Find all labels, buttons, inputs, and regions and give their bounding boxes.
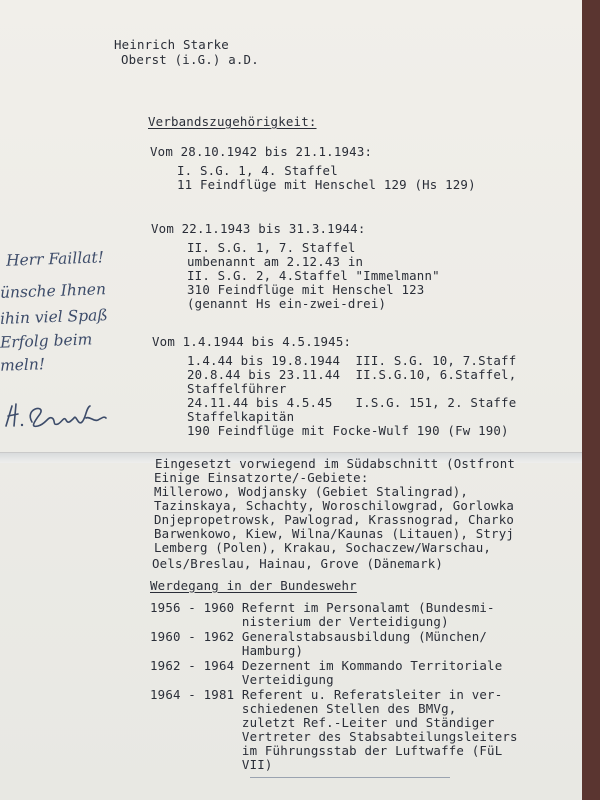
handwritten-line: ünsche Ihnen [0, 280, 107, 302]
career-line: Hamburg) [150, 643, 304, 658]
period-line: 11 Feindflüge mit Henschel 129 (Hs 129) [177, 177, 476, 192]
period-line: 1.4.44 bis 19.8.1944 III. S.G. 10, 7.Staff [187, 353, 517, 368]
author-rank: Oberst (i.G.) a.D. [121, 52, 259, 67]
period-heading: Vom 1.4.1944 bis 4.5.1945: [152, 334, 352, 349]
career-line: Vertreter des Stabsabteilungsleiters [150, 729, 518, 744]
period-line: II. S.G. 2, 4.Staffel "Immelmann" [187, 268, 440, 283]
deployment-line: Millerowo, Wodjansky (Gebiet Stalingrad), [154, 484, 469, 499]
career-line: im Führungsstab der Luftwaffe (FüL [150, 743, 503, 758]
period-line: Staffelführer [187, 381, 287, 396]
career-line: 1962 - 1964 Dezernent im Kommando Territoriale [150, 658, 503, 673]
handwritten-line: ihin viel Spaß [0, 306, 109, 328]
deployment-line: Oels/Breslau, Hainau, Grove (Dänemark) [152, 556, 444, 571]
career-line: 1960 - 1962 Generalstabsausbildung (München/ [150, 629, 488, 644]
deployment-line: Eingesetzt vorwiegend im Südabschnitt (Ostfront [155, 456, 516, 471]
career-line: Verteidigung [150, 672, 334, 687]
period-line: umbenannt am 2.12.43 in [187, 254, 364, 269]
divider-line [250, 777, 450, 778]
career-line: zuletzt Ref.-Leiter und Ständiger [150, 715, 495, 730]
period-line: 20.8.44 bis 23.11.44 II.S.G.10, 6.Staffel, [187, 367, 517, 382]
period-line: Staffelkapitän [187, 409, 295, 424]
deployment-line: Lemberg (Polen), Krakau, Sochaczew/Warschau, [154, 540, 492, 555]
deployment-line: Dnjepropetrowsk, Pawlograd, Krassnograd, Charko [154, 512, 515, 527]
period-line: II. S.G. 1, 7. Staffel [187, 240, 356, 255]
career-line: 1956 - 1960 Refernt im Personalamt (Bundesmi- [150, 600, 495, 615]
period-heading: Vom 22.1.1943 bis 31.3.1944: [151, 221, 366, 236]
handwritten-line: meln! [0, 355, 46, 375]
period-line: 310 Feindflüge mit Henschel 123 [187, 282, 425, 297]
period-line: 24.11.44 bis 4.5.45 I.S.G. 151, 2. Staffe [187, 395, 517, 410]
career-line: nisterium der Verteidigung) [150, 614, 449, 629]
period-line: 190 Feindflüge mit Focke-Wulf 190 (Fw 190) [187, 423, 509, 438]
career-title: Werdegang in der Bundeswehr [150, 578, 357, 593]
deployment-line: Barwenkowo, Kiew, Wilna/Kaunas (Litauen), Stryj [154, 526, 515, 541]
deployment-line: Einige Einsatzorte/-Gebiete: [154, 470, 369, 485]
period-heading: Vom 28.10.1942 bis 21.1.1943: [150, 144, 373, 159]
career-line: VII) [150, 757, 273, 772]
signature [2, 400, 110, 432]
handwritten-line: Herr Faillat! [5, 248, 105, 270]
section-title: Verbandszugehörigkeit: [148, 114, 317, 129]
handwritten-line: Erfolg beim [0, 330, 93, 352]
period-line: (genannt Hs ein-zwei-drei) [187, 296, 387, 311]
period-line: I. S.G. 1, 4. Staffel [177, 163, 338, 178]
author-name: Heinrich Starke [114, 37, 229, 52]
career-line: 1964 - 1981 Referent u. Referatsleiter in ver- [150, 687, 503, 702]
career-line: schiedenen Stellen des BMVg, [150, 701, 457, 716]
deployment-line: Tazinskaya, Schachty, Woroschilowgrad, Gorlowka [154, 498, 515, 513]
